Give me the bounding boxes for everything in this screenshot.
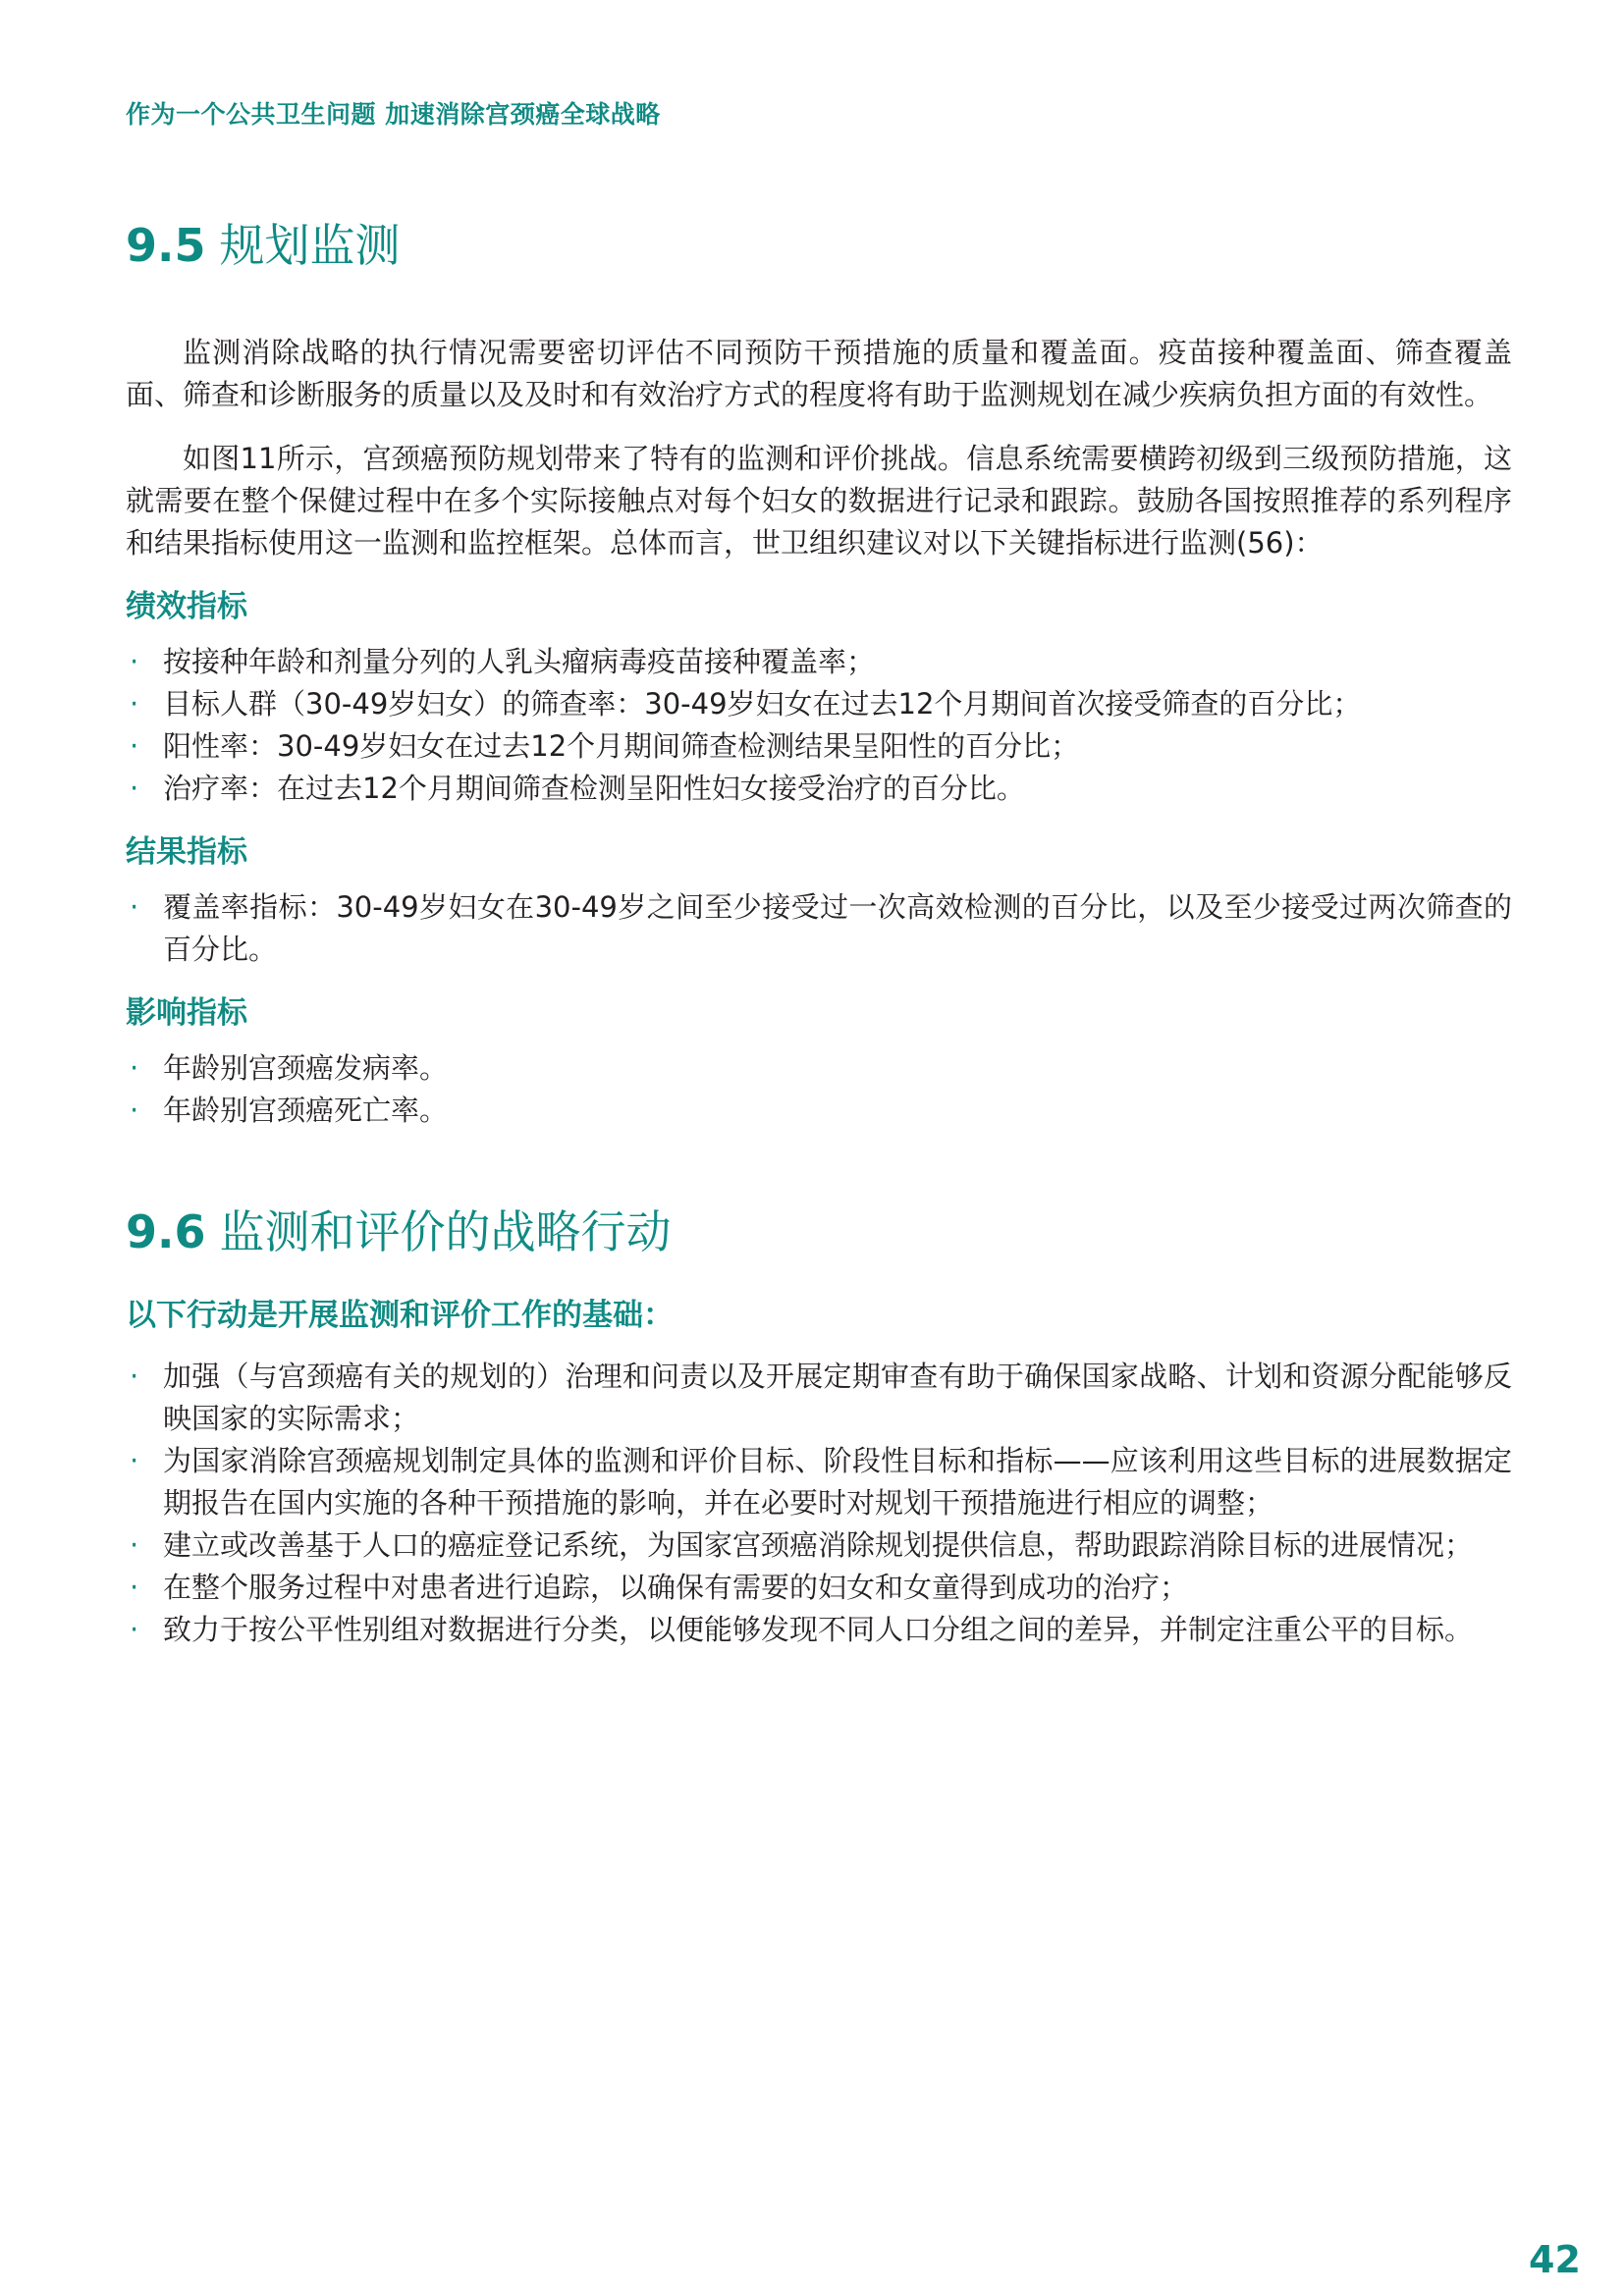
- list-item: · 在整个服务过程中对患者进行追踪，以确保有需要的妇女和女童得到成功的治疗；: [126, 1567, 1512, 1609]
- list-item: · 目标人群（30-49岁妇女）的筛查率：30-49岁妇女在过去12个月期间首次接受筛查的百分比；: [126, 683, 1512, 725]
- list-item: · 按接种年龄和剂量分列的人乳头瘤病毒疫苗接种覆盖率；: [126, 641, 1512, 683]
- paragraph: 监测消除战略的执行情况需要密切评估不同预防干预措施的质量和覆盖面。疫苗接种覆盖面、筛查覆盖面、筛查和诊断服务的质量以及及时和有效治疗方式的程度将有助于监测规划在减少疾病负担方面的有效性。: [126, 336, 1512, 411]
- section-title: 规划监测: [219, 219, 401, 272]
- section-heading-9-5: [126, 216, 1512, 275]
- impact-list: [126, 1047, 1512, 1132]
- performance-list: [126, 641, 1512, 810]
- list-item: · 覆盖率指标：30-49岁妇女在30-49岁之间至少接受过一次高效检测的百分比，以及至少接受过两次筛查的百分比。: [126, 886, 1512, 971]
- list-item: · 致力于按公平性别组对数据进行分类，以便能够发现不同人口分组之间的差异，并制定注重公平的目标。: [126, 1609, 1512, 1651]
- list-item: · 阳性率：30-49岁妇女在过去12个月期间筛查检测结果呈阳性的百分比；: [126, 725, 1512, 768]
- subheading-performance: 绩效指标: [126, 589, 247, 624]
- section-heading-9-6: [126, 1202, 1512, 1261]
- outcome-list: [126, 886, 1512, 971]
- subheading-impact: 影响指标: [126, 995, 247, 1031]
- list-item: · 治疗率：在过去12个月期间筛查检测呈阳性妇女接受治疗的百分比。: [126, 768, 1512, 810]
- section-number: 9.6: [126, 1205, 206, 1258]
- main-content: [126, 216, 1512, 1651]
- list-item: · 为国家消除宫颈癌规划制定具体的监测和评价目标、阶段性目标和指标——应该利用这些目标的进展数据定期报告在国内实施的各种干预措施的影响，并在必要时对规划干预措施进行相应的调整；: [126, 1440, 1512, 1524]
- section-number: 9.5: [126, 219, 206, 272]
- running-header: 作为一个公共卫生问题 加速消除宫颈癌全球战略: [126, 100, 661, 129]
- list-item: · 年龄别宫颈癌发病率。: [126, 1047, 1512, 1090]
- page-number: 42: [1529, 2238, 1581, 2281]
- list-item: · 建立或改善基于人口的癌症登记系统，为国家宫颈癌消除规划提供信息，帮助跟踪消除目标的进展情况；: [126, 1524, 1512, 1567]
- paragraph: 如图11所示，宫颈癌预防规划带来了特有的监测和评价挑战。信息系统需要横跨初级到三级预防措施，这就需要在整个保健过程中在多个实际接触点对每个妇女的数据进行记录和跟踪。鼓励各国按照推荐的系列程序和结果指标使用这一监测和监控框架。总体而言，世卫组织建议对以下关键指标进行监测(56)：: [126, 442, 1512, 560]
- subheading-outcome: 结果指标: [126, 834, 247, 870]
- actions-intro: 以下行动是开展监测和评价工作的基础：: [126, 1298, 674, 1333]
- actions-list: [126, 1356, 1512, 1651]
- list-item: · 加强（与宫颈癌有关的规划的）治理和问责以及开展定期审查有助于确保国家战略、计划和资源分配能够反映国家的实际需求；: [126, 1356, 1512, 1440]
- section-title: 监测和评价的战略行动: [219, 1205, 672, 1258]
- list-item: · 年龄别宫颈癌死亡率。: [126, 1090, 1512, 1132]
